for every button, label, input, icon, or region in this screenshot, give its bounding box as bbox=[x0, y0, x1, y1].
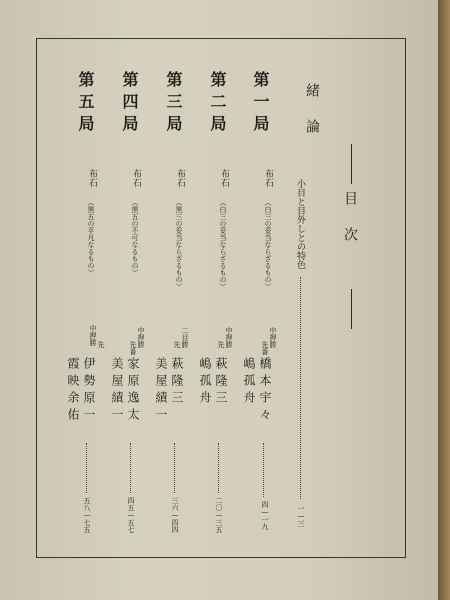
game-4-player-b: 美屋績一 bbox=[110, 357, 124, 425]
game-3-player-a: 萩隆三 bbox=[170, 357, 184, 408]
toc-frame bbox=[36, 38, 406, 558]
game-1-chapter: 第一局 bbox=[251, 71, 270, 137]
intro-subtitle: 小目と目外しとの特色 bbox=[295, 179, 305, 269]
game-2-role-a: 中押勝 bbox=[225, 327, 233, 348]
game-1-player-a: 橋本宇々 bbox=[258, 357, 272, 425]
game-2-kind: 布石 bbox=[219, 169, 229, 187]
game-3-role-a: 二目勝 bbox=[181, 327, 189, 348]
intro-leader-dots bbox=[300, 277, 301, 499]
game-4-pages: 四五—五七 bbox=[127, 497, 135, 533]
game-1-role-a: 中押勝 bbox=[269, 327, 277, 348]
game-4-note: （黒五の不可なるもの） bbox=[131, 199, 139, 276]
game-5-note: （黒五の平凡なるもの） bbox=[87, 199, 95, 276]
game-1-note: （白三の妥当ならざるもの） bbox=[264, 199, 272, 290]
game-4-kind: 布石 bbox=[131, 169, 141, 187]
game-3-chapter: 第三局 bbox=[164, 71, 183, 137]
game-5-role-b: 先 bbox=[97, 341, 105, 348]
game-2-role-b: 先 bbox=[217, 341, 225, 348]
game-1-pages: 四—一九 bbox=[261, 501, 269, 530]
game-4-leader-dots bbox=[130, 443, 131, 493]
intro-title: 緒 論 bbox=[304, 83, 320, 137]
game-5-pages: 五八—七五 bbox=[83, 497, 91, 533]
game-2-player-a: 萩隆三 bbox=[214, 357, 228, 408]
game-3-player-b: 美屋績一 bbox=[154, 357, 168, 425]
game-3-leader-dots bbox=[174, 443, 175, 493]
book-spine-edge bbox=[438, 0, 450, 600]
game-2-pages: 二〇—三五 bbox=[215, 497, 223, 533]
game-5-player-b: 霞映余佑 bbox=[66, 357, 80, 425]
game-3-note: （黒三の妥当ならざるもの） bbox=[175, 199, 183, 290]
game-1-leader-dots bbox=[263, 443, 264, 497]
game-5-player-a: 伊勢原一 bbox=[82, 357, 96, 425]
game-4-player-a: 家原逸太 bbox=[126, 357, 140, 425]
game-4-role-b: 先番 bbox=[129, 341, 137, 355]
game-3-role-b: 先 bbox=[173, 341, 181, 348]
game-2-player-b: 嶋孤舟 bbox=[198, 357, 212, 408]
heading-rule-bottom bbox=[351, 289, 352, 329]
game-4-role-a: 中押勝 bbox=[137, 327, 145, 348]
game-2-leader-dots bbox=[218, 443, 219, 493]
game-1-role-b: 先番 bbox=[261, 341, 269, 355]
game-5-kind: 布石 bbox=[87, 169, 97, 187]
game-5-chapter: 第五局 bbox=[76, 71, 95, 137]
game-2-note: （白三の妥当ならざるもの） bbox=[219, 199, 227, 290]
game-3-pages: 三六—四四 bbox=[171, 497, 179, 533]
game-3-kind: 布石 bbox=[175, 169, 185, 187]
game-5-role-a: 中押勝 bbox=[89, 325, 97, 346]
game-1-kind: 布石 bbox=[263, 169, 273, 187]
game-2-chapter: 第二局 bbox=[208, 71, 227, 137]
game-5-leader-dots bbox=[86, 443, 87, 493]
game-4-chapter: 第四局 bbox=[120, 71, 139, 137]
heading-rule-top bbox=[351, 144, 352, 184]
game-1-player-b: 嶋孤舟 bbox=[242, 357, 256, 408]
toc-heading: 目 次 bbox=[342, 191, 358, 245]
intro-page: 一—三 bbox=[297, 505, 305, 527]
